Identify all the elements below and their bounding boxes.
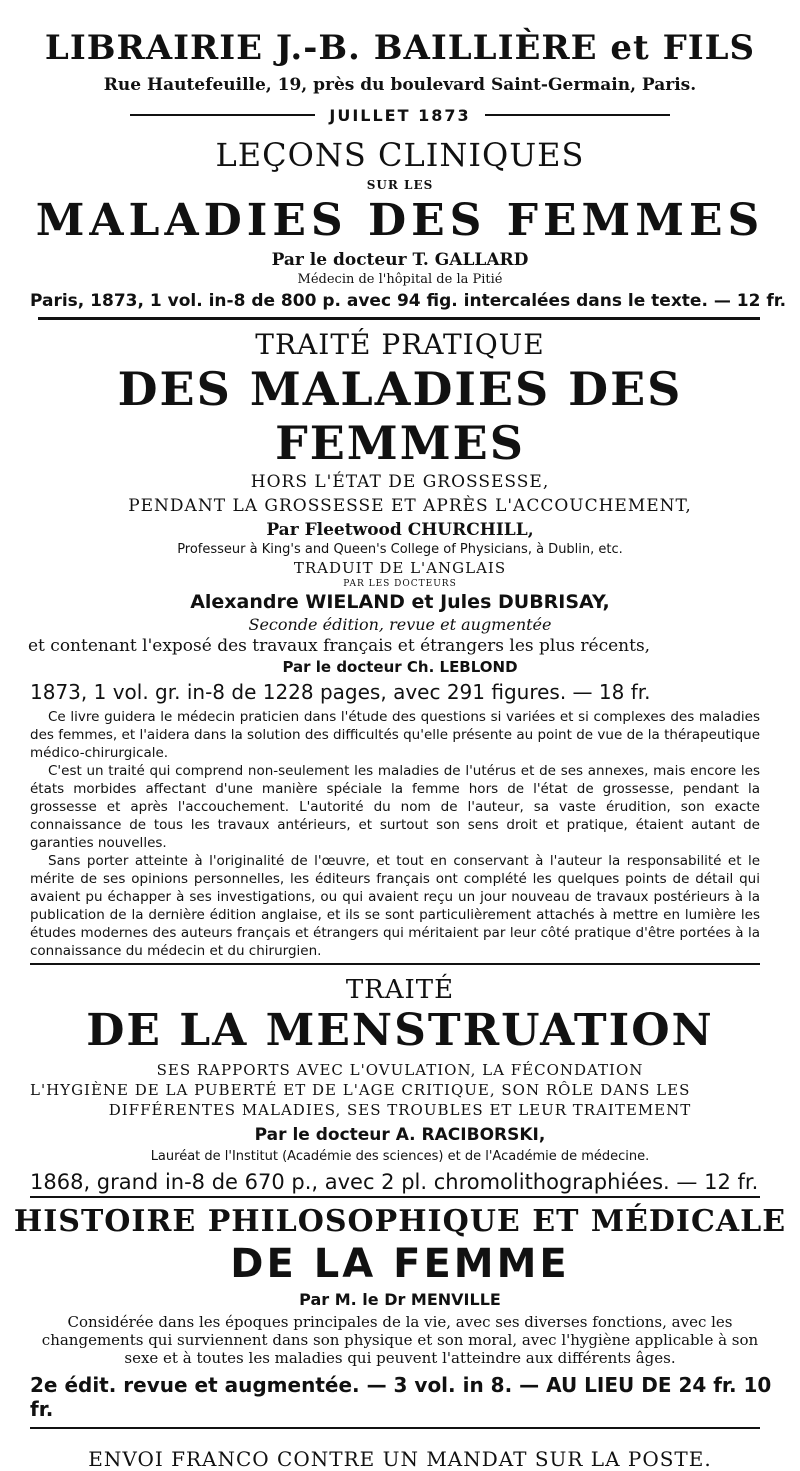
date-row (0, 104, 800, 126)
section-divider (30, 1427, 760, 1429)
book3-title-main: DE LA MENSTRUATION (86, 1005, 714, 1056)
book2-contents: et contenant l'exposé des travaux français et étrangers les plus récents, (28, 636, 651, 656)
book2-publication: 1873, 1 vol. gr. in-8 de 1228 pages, avec 291 figures. — 18 fr. (30, 680, 651, 704)
description-paragraph: Sans porter atteinte à l'originalité de l'œuvre, et tout en conservant à l'auteur la responsabilité et le mérite de ses opinions personnelles, les éditeurs français ont complété les quelques points de détail qui avaient pu échapper à ses investigations, ou qui avaient reçu un jour nouveau de travaux postérieurs à la publication de la dernière édition anglaise, et ils se sont particulièrement attachés à mettre en lumière les études modernes des auteurs français et étrangers qui méritaient par leur côté pratique d'être portées à la connaissance du médecin et du chirurgien. (30, 853, 760, 959)
book2-subtitle2: PENDANT LA GROSSESSE ET APRÈS L'ACCOUCHEMENT, (128, 496, 692, 516)
section-divider (38, 317, 760, 320)
section-divider (30, 1196, 760, 1198)
section-divider (30, 963, 760, 965)
publisher-name: LIBRAIRIE J.-B. BAILLIÈRE et FILS (44, 28, 756, 68)
book2-description (30, 708, 760, 960)
book1-title-main: MALADIES DES FEMMES (35, 195, 765, 246)
book3-subtitle3: DIFFÉRENTES MALADIES, SES TROUBLES ET LEUR TRAITEMENT (108, 1101, 692, 1119)
book2-title-main: DES MALADIES DES FEMMES (117, 362, 683, 470)
book2-subtitle1: HORS L'ÉTAT DE GROSSESSE, (250, 472, 550, 492)
book1-title-sur: SUR LES (366, 178, 434, 192)
description-paragraph: C'est un traité qui comprend non-seulement les maladies de l'utérus et de ses annexes, mais encore les états morbides affectant d'une manière spéciale la femme hors de l'état de grossesse, pendant la grossesse et après l'accouchement. L'autorité du nom de l'auteur, sa vaste érudition, son exacte connaissance de tous les travaux antérieurs, et surtout son sens droit et pratique, étaient autant de garanties nouvelles. (30, 763, 760, 851)
book2-edition: Seconde édition, revue et augmentée (248, 615, 552, 634)
book3-subtitle2: L'HYGIÈNE DE LA PUBERTÉ ET DE L'AGE CRITIQUE, SON RÔLE DANS LES (30, 1081, 691, 1099)
book2-author: Par Fleetwood CHURCHILL, (266, 520, 534, 540)
publisher-address: Rue Hautefeuille, 19, près du boulevard Saint-Germain, Paris. (103, 75, 697, 95)
book1-credentials: Médecin de l'hôpital de la Pitié (297, 272, 503, 287)
book2-credentials: Professeur à King's and Queen's College of Physicians, à Dublin, etc. (177, 542, 623, 557)
book3-credentials: Lauréat de l'Institut (Académie des sciences) et de l'Académie de médecine. (150, 1149, 650, 1164)
book3-publication: 1868, grand in-8 de 670 p., avec 2 pl. chromolithographiées. — 12 fr. (30, 1170, 759, 1194)
book2-translated: TRADUIT DE L'ANGLAIS (293, 559, 507, 577)
book2-par-les: PAR LES DOCTEURS (343, 579, 457, 589)
book3-title-line1: TRAITÉ (345, 975, 455, 1005)
book2-title-line1: TRAITÉ PRATIQUE (255, 328, 545, 361)
book1-title-line1: LEÇONS CLINIQUES (215, 136, 585, 174)
book4-title-main: DE LA FEMME (230, 1241, 570, 1287)
book2-author2: Par le docteur Ch. LEBLOND (282, 658, 518, 676)
book1-publication: Paris, 1873, 1 vol. in-8 de 800 p. avec 94 fig. intercalées dans le texte. — 12 fr. (30, 291, 787, 311)
book1-author: Par le docteur T. GALLARD (271, 250, 529, 270)
book4-author: Par M. le Dr MENVILLE (299, 1290, 501, 1309)
book4-publication: 2e édit. revue et augmentée. — 3 vol. in 8. — AU LIEU DE 24 fr. 10 fr. (30, 1373, 772, 1421)
book3-author: Par le docteur A. RACIBORSKI, (254, 1125, 546, 1145)
book3-subtitle1: SES RAPPORTS AVEC L'OVULATION, LA FÉCONDATION (156, 1061, 644, 1079)
description-paragraph: Ce livre guidera le médecin praticien dans l'étude des questions si variées et si complexes des maladies des femmes, et l'aidera dans la solution des difficultés qu'elle présente au point de vue de la thérapeutique médico-chirurgicale. (30, 709, 760, 761)
book2-translators: Alexandre WIELAND et Jules DUBRISAY, (190, 591, 610, 613)
divider (130, 114, 315, 116)
book4-description: Considérée dans les époques principales de la vie, avec ses diverses fonctions, avec les changements qui surviennent dans son physique et son moral, avec l'hygiène applicable à son sexe et à toutes les maladies qui peuvent l'atteindre aux différents âges. (41, 1313, 759, 1367)
catalog-date: JUILLET 1873 (329, 105, 471, 125)
divider (485, 114, 670, 116)
footer-notice: ENVOI FRANCO CONTRE UN MANDAT SUR LA POSTE. (88, 1447, 712, 1471)
book4-title-line1: HISTOIRE PHILOSOPHIQUE ET MÉDICALE (13, 1204, 787, 1239)
